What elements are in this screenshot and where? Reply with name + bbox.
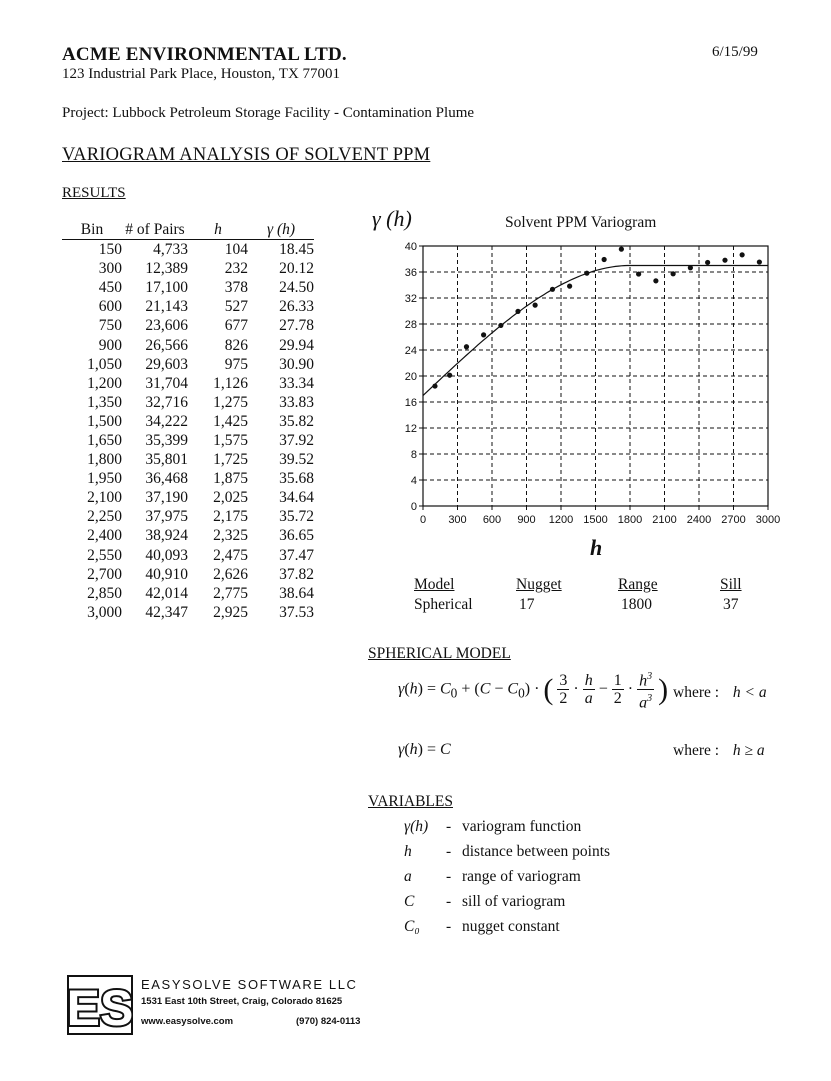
cell-h: 232	[224, 260, 248, 278]
cell-bin: 2,250	[87, 508, 122, 526]
cell-gamma: 39.52	[279, 451, 314, 469]
table-row	[62, 450, 314, 469]
col-header-h: h	[188, 221, 248, 240]
y-tick-label: 28	[404, 319, 417, 331]
cell-pairs: 29,603	[145, 355, 188, 373]
cell-h: 104	[224, 241, 248, 259]
spherical-equation: $\gamma(h) = C_0 + (C - C_0)$ · ( $\frac{3}{2}$ · $\frac{h}{a}$ − $\frac{1}{2}$ · $\frac{h^3}{a^3}$ )	[398, 668, 668, 712]
table-row	[62, 565, 314, 584]
variable-description: distance between points	[462, 843, 611, 860]
cell-pairs: 37,975	[145, 508, 188, 526]
cell-gamma: 18.45	[279, 241, 314, 259]
results-table	[62, 221, 314, 622]
col-header-bin: Bin	[62, 221, 122, 240]
report-date: 6/15/99	[712, 44, 758, 60]
footer-company-name: EASYSOLVE SOFTWARE LLC	[141, 977, 358, 992]
cell-pairs: 42,014	[145, 584, 188, 602]
table-row	[62, 546, 314, 565]
cell-bin: 2,850	[87, 584, 122, 602]
cell-bin: 3,000	[87, 603, 122, 621]
model-value: Spherical	[414, 596, 473, 613]
where-condition-1	[673, 684, 767, 702]
cell-pairs: 26,566	[145, 336, 188, 354]
cell-gamma: 33.83	[279, 393, 314, 411]
x-tick-label: 3000	[755, 514, 781, 526]
variable-item	[404, 867, 610, 892]
cell-gamma: 26.33	[279, 298, 314, 316]
cell-h: 677	[224, 317, 248, 335]
variable-symbol: γ(h)	[404, 818, 429, 835]
variogram-chart	[390, 236, 790, 528]
cell-pairs: 38,924	[145, 527, 188, 545]
table-row	[62, 584, 314, 603]
variable-description: sill of variogram	[462, 893, 566, 910]
data-point	[464, 344, 469, 349]
cell-h: 1,275	[213, 393, 248, 411]
cell-gamma: 20.12	[279, 260, 314, 278]
variable-dash: -	[446, 918, 452, 935]
cell-bin: 1,950	[87, 470, 122, 488]
footer-website: www.easysolve.com	[141, 1016, 234, 1027]
cell-pairs: 31,704	[145, 374, 188, 392]
results-body	[62, 240, 314, 622]
footer-phone: (970) 824-0113	[296, 1016, 361, 1027]
cell-bin: 1,650	[87, 431, 122, 449]
model-header: Model	[414, 576, 455, 593]
cell-h: 2,925	[213, 603, 248, 621]
table-row	[62, 469, 314, 488]
variables-list	[404, 817, 610, 942]
condition-2: h ≥ a	[732, 742, 765, 759]
chart-y-label: γ (h)	[372, 206, 412, 231]
cell-h: 527	[224, 298, 248, 316]
project-line: Project: Lubbock Petroleum Storage Facility - Contamination Plume	[62, 105, 475, 121]
variables-heading: VARIABLES	[368, 793, 453, 810]
variable-description: range of variogram	[462, 868, 581, 885]
cell-pairs: 32,716	[145, 393, 188, 411]
model-table	[413, 575, 761, 615]
cell-h: 975	[224, 355, 248, 373]
footer-address: 1531 East 10th Street, Craig, Colorado 81625	[141, 996, 343, 1007]
results-heading: RESULTS	[62, 185, 126, 201]
table-row	[62, 374, 314, 393]
data-point	[653, 278, 658, 283]
cell-gamma: 35.82	[279, 412, 314, 430]
cell-bin: 2,550	[87, 546, 122, 564]
cell-bin: 2,400	[87, 527, 122, 545]
table-row	[62, 507, 314, 526]
y-tick-label: 12	[404, 423, 417, 435]
easysolve-logo-icon	[67, 975, 133, 1035]
range-value: 1800	[621, 596, 652, 613]
cell-gamma: 33.34	[279, 374, 314, 392]
data-point	[432, 383, 437, 388]
where-condition-2	[673, 742, 765, 760]
cell-bin: 1,050	[87, 355, 122, 373]
where-label-2: where :	[673, 742, 720, 759]
x-tick-label: 300	[448, 514, 467, 526]
cell-gamma: 37.82	[279, 565, 314, 583]
cell-h: 1,875	[213, 470, 248, 488]
data-point	[498, 323, 503, 328]
data-point	[481, 332, 486, 337]
variable-dash: -	[446, 868, 452, 885]
x-tick-label: 1800	[617, 514, 643, 526]
cell-gamma: 30.90	[279, 355, 314, 373]
cell-pairs: 12,389	[145, 260, 188, 278]
data-point	[619, 247, 624, 252]
data-point	[584, 271, 589, 276]
variable-item	[404, 892, 610, 917]
y-tick-label: 20	[404, 371, 417, 383]
x-tick-label: 0	[419, 514, 427, 526]
results-header-row	[62, 221, 314, 240]
x-tick-label: 600	[482, 514, 502, 526]
cell-gamma: 35.68	[279, 470, 314, 488]
y-tick-label: 24	[404, 345, 417, 357]
y-tick-label: 16	[404, 397, 417, 409]
cell-gamma: 36.65	[279, 527, 314, 545]
cell-bin: 1,800	[87, 451, 122, 469]
cell-gamma: 37.92	[279, 431, 314, 449]
cell-gamma: 24.50	[279, 279, 314, 297]
table-row	[62, 335, 314, 354]
x-tick-label: 2400	[686, 514, 712, 526]
logo-letters: ES	[67, 980, 133, 1035]
data-point	[447, 373, 452, 378]
cell-h: 2,325	[213, 527, 248, 545]
x-tick-label: 1500	[583, 514, 608, 526]
variable-symbol: C	[404, 893, 415, 910]
where-label-1: where :	[673, 684, 720, 701]
cell-pairs: 23,606	[145, 317, 188, 335]
cell-h: 2,475	[213, 546, 248, 564]
variable-symbol: C₀	[404, 918, 420, 935]
cell-pairs: 34,222	[145, 412, 188, 430]
cell-pairs: 40,093	[145, 546, 188, 564]
data-point	[688, 265, 693, 270]
y-tick-label: 0	[410, 501, 417, 513]
variable-dash: -	[446, 893, 452, 910]
variable-item	[404, 842, 610, 867]
cell-h: 1,126	[213, 374, 248, 392]
cell-gamma: 34.64	[279, 489, 314, 507]
data-point	[533, 303, 538, 308]
table-row	[62, 278, 314, 297]
table-row	[62, 412, 314, 431]
table-row	[62, 316, 314, 335]
cell-bin: 2,700	[87, 565, 122, 583]
variable-dash: -	[446, 818, 452, 835]
y-tick-label: 32	[404, 293, 417, 305]
cell-pairs: 36,468	[145, 470, 188, 488]
variable-description: variogram function	[462, 818, 582, 835]
table-row	[62, 603, 314, 622]
cell-pairs: 35,801	[145, 451, 188, 469]
range-header: Range	[618, 576, 658, 593]
variable-symbol: a	[404, 868, 412, 885]
variable-item	[404, 817, 610, 842]
cell-bin: 600	[98, 298, 122, 316]
cell-h: 2,025	[213, 489, 248, 507]
table-row	[62, 259, 314, 278]
table-row	[62, 393, 314, 412]
condition-1: h < a	[732, 684, 767, 701]
data-point	[740, 252, 745, 257]
cell-h: 1,725	[213, 451, 248, 469]
chart-title: Solvent PPM Variogram	[505, 214, 657, 231]
cell-gamma: 29.94	[279, 336, 314, 354]
sill-equation: γ(h) = C	[398, 741, 451, 758]
analysis-title: VARIOGRAM ANALYSIS OF SOLVENT PPM	[62, 145, 431, 165]
cell-pairs: 40,910	[145, 565, 188, 583]
cell-h: 2,626	[213, 565, 248, 583]
data-point	[636, 271, 641, 276]
data-point	[671, 271, 676, 276]
cell-pairs: 35,399	[145, 431, 188, 449]
cell-pairs: 42,347	[145, 603, 188, 621]
cell-bin: 1,350	[87, 393, 122, 411]
x-tick-label: 2700	[721, 514, 746, 526]
table-row	[62, 240, 314, 260]
variable-description: nugget constant	[462, 918, 560, 935]
cell-h: 826	[224, 336, 248, 354]
cell-bin: 1,500	[87, 412, 122, 430]
variable-symbol: h	[404, 843, 412, 860]
cell-bin: 1,200	[87, 374, 122, 392]
cell-bin: 150	[98, 241, 122, 259]
cell-bin: 750	[98, 317, 122, 335]
cell-gamma: 38.64	[279, 584, 314, 602]
data-point	[757, 259, 762, 264]
chart-x-label: h	[590, 535, 603, 560]
variable-item	[404, 917, 610, 942]
company-name: ACME ENVIRONMENTAL LTD.	[62, 44, 347, 65]
sill-header: Sill	[720, 576, 742, 593]
cell-h: 378	[224, 279, 248, 297]
spherical-model-heading: SPHERICAL MODEL	[368, 645, 511, 662]
nugget-value: 17	[519, 596, 535, 613]
cell-h: 1,575	[213, 431, 248, 449]
table-row	[62, 297, 314, 316]
cell-pairs: 17,100	[145, 279, 188, 297]
cell-bin: 2,100	[87, 489, 122, 507]
cell-h: 2,175	[213, 508, 248, 526]
data-point	[550, 287, 555, 292]
cell-pairs: 37,190	[145, 489, 188, 507]
cell-bin: 900	[98, 336, 122, 354]
nugget-header: Nugget	[516, 576, 562, 593]
cell-pairs: 4,733	[153, 241, 188, 259]
data-point	[602, 257, 607, 262]
data-point	[705, 260, 710, 265]
cell-h: 1,425	[213, 412, 248, 430]
cell-h: 2,775	[213, 584, 248, 602]
x-tick-label: 2100	[652, 514, 677, 526]
x-tick-label: 900	[517, 514, 536, 526]
company-address: 123 Industrial Park Place, Houston, TX 77001	[62, 66, 341, 82]
cell-gamma: 27.78	[279, 317, 314, 335]
y-tick-label: 4	[410, 475, 417, 487]
cell-bin: 450	[98, 279, 122, 297]
sill-value: 37	[723, 596, 739, 613]
table-row	[62, 431, 314, 450]
data-point	[515, 309, 520, 314]
data-point	[567, 284, 572, 289]
data-point	[722, 258, 727, 263]
variable-dash: -	[446, 843, 452, 860]
cell-bin: 300	[98, 260, 122, 278]
y-tick-label: 8	[410, 449, 417, 461]
cell-gamma: 37.53	[279, 603, 314, 621]
y-tick-label: 36	[404, 267, 417, 279]
table-row	[62, 488, 314, 507]
cell-gamma: 35.72	[279, 508, 314, 526]
x-tick-label: 1200	[548, 514, 574, 526]
cell-gamma: 37.47	[279, 546, 314, 564]
y-tick-label: 40	[404, 241, 417, 253]
table-row	[62, 526, 314, 545]
cell-pairs: 21,143	[145, 298, 188, 316]
col-header-gamma: γ (h)	[248, 221, 314, 240]
table-row	[62, 355, 314, 374]
col-header-pairs: # of Pairs	[122, 221, 188, 240]
